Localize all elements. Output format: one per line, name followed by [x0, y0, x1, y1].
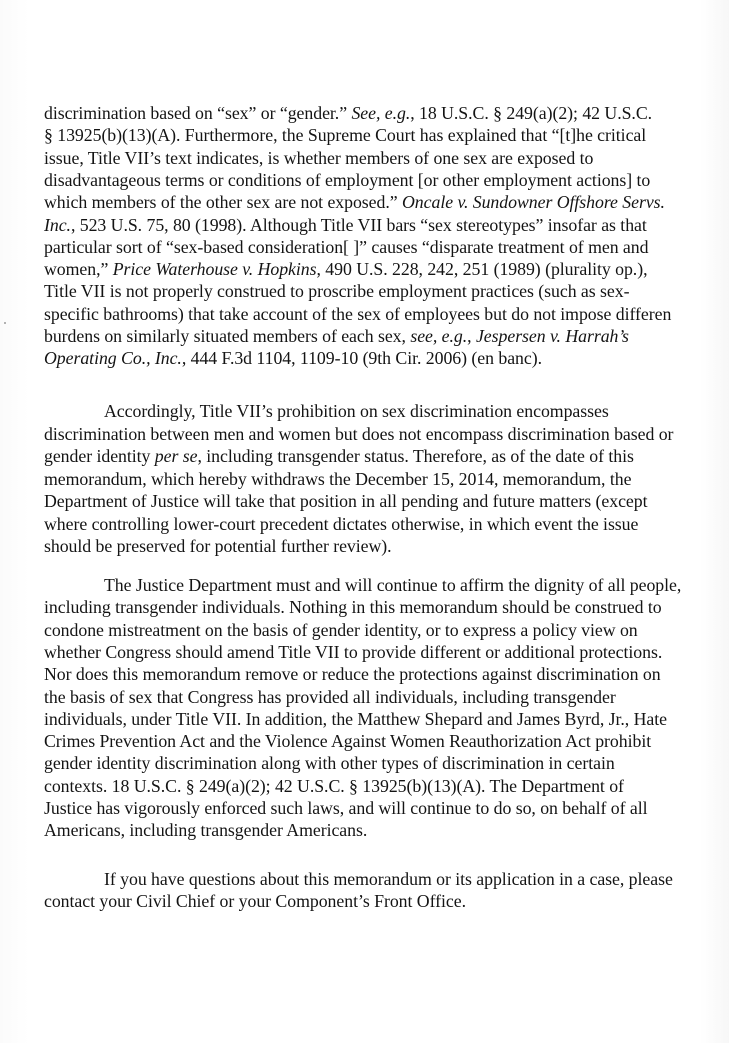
text-line: If you have questions about this memorandum or its application in a case, please [104, 869, 673, 889]
text-line: should be preserved for potential further review). [44, 536, 392, 556]
text-line: § 13925(b)(13)(A). Furthermore, the Supreme Court has explained that “[t]he critical [44, 125, 647, 146]
text-line: The Justice Department must and will continue to affirm the dignity of all people, [104, 575, 682, 595]
text-line: condone mistreatment on the basis of gender identity, or to express a policy view on [44, 619, 638, 640]
scan-speck [4, 322, 6, 324]
text-line: which members of the other sex are not exposed.” Oncale v. Sundowner Offshore Servs. [44, 192, 665, 213]
citation-italic: see, e.g. [410, 326, 468, 346]
citation-italic: Price Waterhouse v. Hopkins [112, 259, 317, 280]
citation-italic: Oncale v. Sundowner Offshore Servs. [402, 192, 665, 213]
text-line: Title VII is not properly construed to proscribe employment practices (such as sex- [44, 281, 630, 302]
text-line: Nor does this memorandum remove or reduce the protections against discrimination on [44, 664, 661, 685]
text-line: Inc., 523 U.S. 75, 80 (1998). Although Title VII bars “sex stereotypes” insofar as that [44, 214, 647, 235]
text-line: whether Congress should amend Title VII to provide different or additional protections. [44, 641, 663, 662]
text-line: including transgender individuals. Nothing in this memorandum should be construed to [44, 597, 662, 618]
text-line: gender identity per se, including transgender status. Therefore, as of the date of this [44, 446, 634, 466]
text-line: specific bathrooms) that take account of the sex of employees but do not impose differen [44, 303, 672, 324]
text-line: contact your Civil Chief or your Component’s Front Office. [44, 891, 466, 911]
text-line: issue, Title VII’s text indicates, is whether members of one sex are exposed to [44, 147, 594, 168]
citation-italic: per se [154, 446, 198, 466]
text-line: individuals, under Title VII. In addition, the Matthew Shepard and James Byrd, Jr., Hate [44, 708, 667, 729]
text-line: disadvantageous terms or conditions of employment [or other employment actions] to [44, 169, 651, 190]
text-line: discrimination based on “sex” or “gender.” See, e.g., 18 U.S.C. § 249(a)(2); 42 U.S.C. [44, 103, 653, 123]
text-line: Department of Justice will take that position in all pending and future matters (except [44, 491, 648, 511]
text-line: contexts. 18 U.S.C. § 249(a)(2); 42 U.S.C. § 13925(b)(13)(A). The Department of [44, 775, 624, 796]
citation-italic: Operating Co., Inc. [44, 348, 182, 369]
text-line: memorandum, which hereby withdraws the December 15, 2014, memorandum, the [44, 468, 632, 489]
text-line: Accordingly, Title VII’s prohibition on sex discrimination encompasses [104, 401, 609, 421]
citation-italic: Inc. [44, 214, 71, 235]
citation-italic: Jespersen v. Harrah’s [475, 326, 629, 346]
text-line: gender identity discrimination along with other types of discrimination in certain [44, 753, 615, 774]
text-line: Crimes Prevention Act and the Violence Against Women Reauthorization Act prohibit [44, 731, 652, 752]
text-line: Justice has vigorously enforced such laws, and will continue to do so, on behalf of all [44, 798, 648, 818]
citation-italic: See, e.g. [351, 103, 411, 123]
text-line: particular sort of “sex-based consideration[ ]” causes “disparate treatment of men and [44, 236, 649, 257]
text-line: Operating Co., Inc., 444 F.3d 1104, 1109-10 (9th Cir. 2006) (en banc). [44, 348, 542, 369]
text-line: discrimination between men and women but does not encompass discrimination based or [44, 423, 674, 444]
text-line: where controlling lower-court precedent dictates otherwise, in which event the issue [44, 513, 639, 534]
text-line: Americans, including transgender Americans. [44, 820, 368, 841]
text-line: women,” Price Waterhouse v. Hopkins, 490 U.S. 228, 242, 251 (1989) (plurality op.), [44, 259, 648, 280]
text-line: the basis of sex that Congress has provided all individuals, including transgender [44, 686, 616, 707]
text-line: burdens on similarly situated members of each sex, see, e.g., Jespersen v. Harrah’s [44, 326, 629, 346]
